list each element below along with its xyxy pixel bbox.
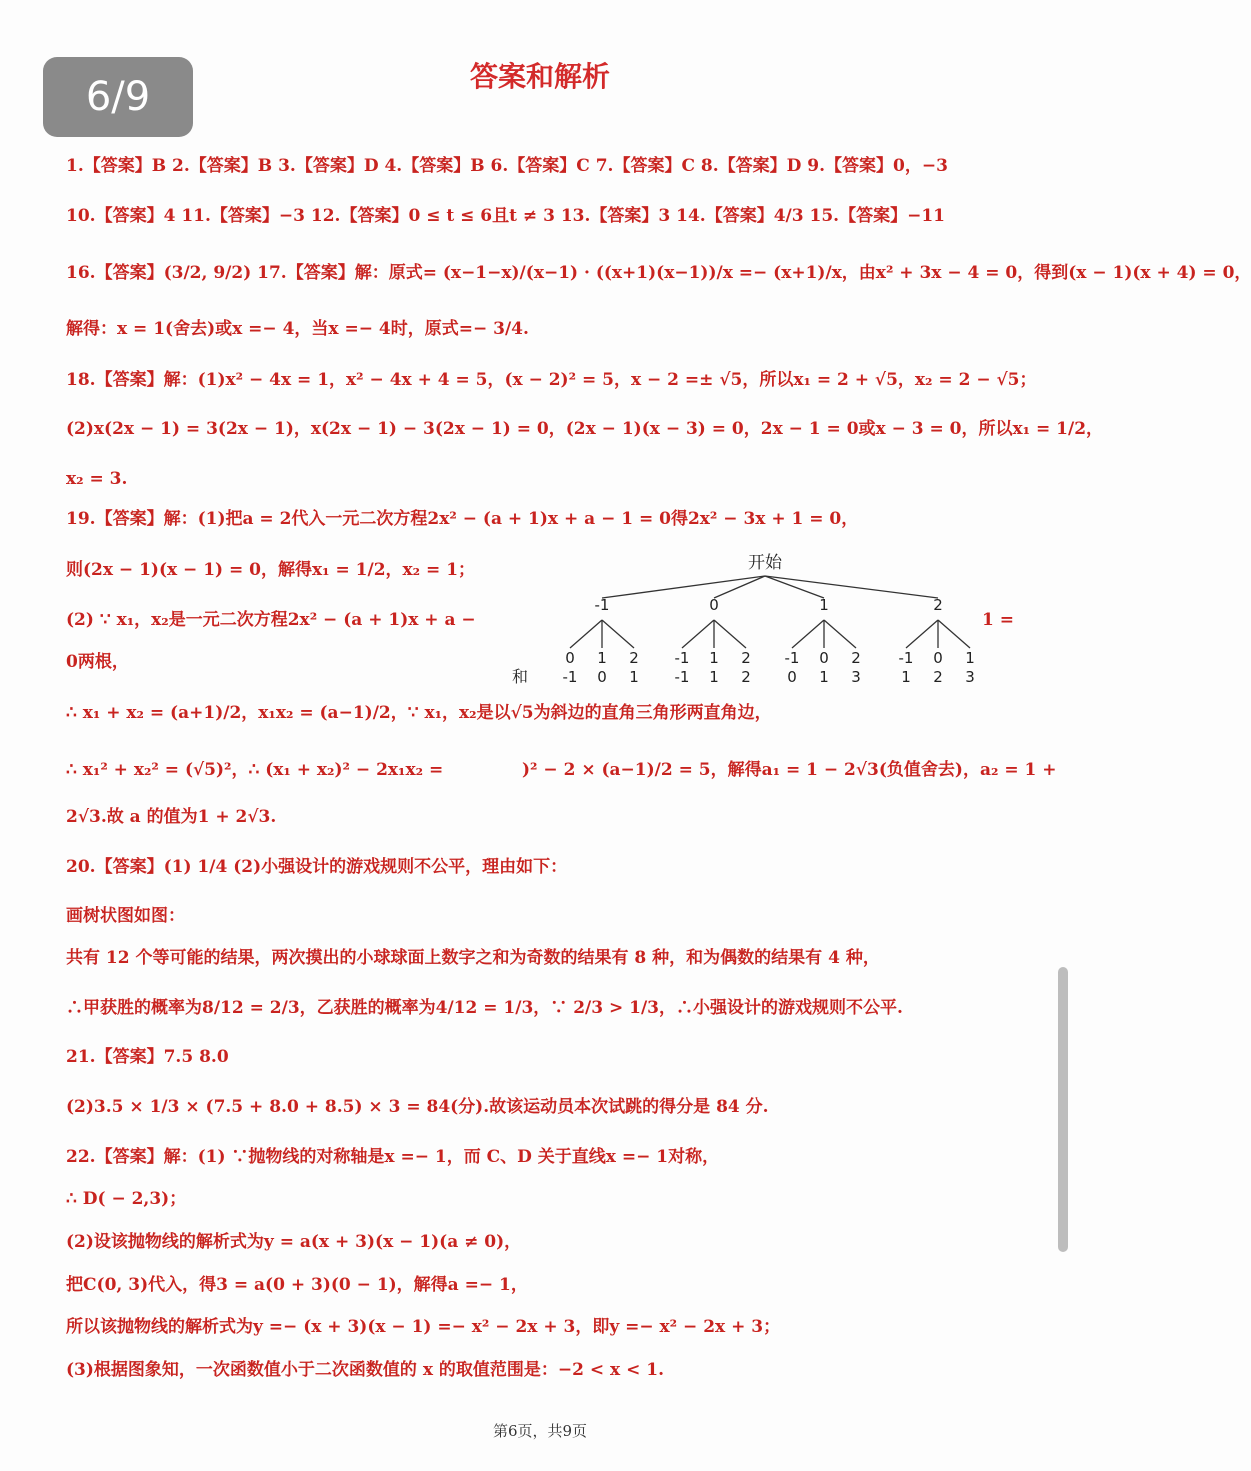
answer-line-12: ∴ x₁ + x₂ = (a+1)/2，x₁x₂ = (a−1)/2，∵ x₁，x₂是以√5为斜边的直角三角形两直角边， — [66, 703, 772, 723]
answer-line-22: 22.【答案】解：(1) ∵抛物线的对称轴是x =− 1，而 C、D 关于直线x =− 1对称， — [66, 1147, 720, 1167]
tree-sum-value: 1 — [629, 668, 639, 686]
tree-level2-value: 0 — [565, 649, 575, 667]
tree-branch-line — [938, 620, 970, 648]
tree-level2-value: -1 — [674, 649, 690, 667]
tree-branch-line — [682, 620, 714, 648]
tree-sum-value: 1 — [709, 668, 719, 686]
answer-line-18: 共有 12 个等可能的结果，两次摸出的小球球面上数字之和为奇数的结果有 8 种，和为偶数的结果有 4 种， — [66, 948, 880, 968]
answer-line-23: ∴ D( − 2,3)； — [66, 1189, 187, 1209]
answer-line-11: 0两根， — [66, 652, 129, 672]
answer-line-4: 解得：x = 1(舍去)或x =− 4，当x =− 4时，原式=− 3/4. — [66, 319, 529, 339]
tree-sum-label: 和 — [511, 667, 529, 686]
tree-level2-value: 2 — [851, 649, 861, 667]
page-counter-badge: 6/9 — [43, 57, 193, 137]
page-footer: 第6页，共9页 — [492, 1422, 588, 1440]
answer-line-17: 画树状图如图： — [66, 906, 185, 926]
tree-sum-value: 2 — [933, 668, 943, 686]
scrollbar-thumb[interactable] — [1058, 967, 1068, 1252]
page-title: 答案和解析 — [469, 60, 610, 93]
tree-branch-line — [602, 620, 634, 648]
tree-level2-value: -1 — [784, 649, 800, 667]
tree-sum-value: 1 — [819, 668, 829, 686]
tree-sum-value: 3 — [851, 668, 861, 686]
tree-branch-line — [714, 620, 746, 648]
tree-level2-value: 2 — [741, 649, 751, 667]
answer-line-6: (2)x(2x − 1) = 3(2x − 1)，x(2x − 1) − 3(2x − 1) = 0，(2x − 1)(x − 3) = 0，2x − 1 = 0或x − 3 = 0，所以x₁ = 1/2， — [66, 419, 1104, 439]
answer-line-1: 1.【答案】B 2.【答案】B 3.【答案】D 4.【答案】B 6.【答案】C 7.【答案】C 8.【答案】D 9.【答案】0，−3 — [66, 156, 948, 176]
tree-branch-line — [765, 576, 938, 598]
answer-line-25: 把C(0, 3)代入，得3 = a(0 + 3)(0 − 1)，解得a =− 1， — [66, 1275, 528, 1295]
tree-sum-value: 2 — [741, 668, 751, 686]
tree-sum-value: 0 — [597, 668, 607, 686]
answer-line-9: 则(2x − 1)(x − 1) = 0，解得x₁ = 1/2，x₂ = 1； — [66, 560, 476, 580]
tree-branch-line — [906, 620, 938, 648]
tree-sum-value: 0 — [787, 668, 797, 686]
tree-diagram — [500, 548, 1000, 693]
tree-level2-value: 1 — [597, 649, 607, 667]
answer-line-14: )² − 2 × (a−1)/2 = 5，解得a₁ = 1 − 2√3(负值舍去)，a₂ = 1 + — [522, 760, 1057, 780]
answer-line-2: 10.【答案】4 11.【答案】−3 12.【答案】0 ≤ t ≤ 6且t ≠ 3 13.【答案】3 14.【答案】4/3 15.【答案】−11 — [66, 206, 945, 226]
tree-level1-value: 2 — [933, 596, 943, 614]
side-fragment: 1 = — [982, 610, 1014, 630]
answer-line-21: (2)3.5 × 1/3 × (7.5 + 8.0 + 8.5) × 3 = 84(分).故该运动员本次试跳的得分是 84 分. — [66, 1097, 769, 1117]
answer-line-20: 21.【答案】7.5 8.0 — [66, 1047, 229, 1067]
tree-branch-line — [792, 620, 824, 648]
tree-sum-value: 1 — [901, 668, 911, 686]
tree-sum-value: -1 — [562, 668, 578, 686]
tree-branch-line — [570, 620, 602, 648]
answer-line-16: 20.【答案】(1) 1/4 (2)小强设计的游戏规则不公平，理由如下： — [66, 857, 568, 877]
tree-level2-value: -1 — [898, 649, 914, 667]
tree-sum-value: 3 — [965, 668, 975, 686]
answer-line-8: 19.【答案】解：(1)把a = 2代入一元二次方程2x² − (a + 1)x + a − 1 = 0得2x² − 3x + 1 = 0， — [66, 509, 859, 529]
tree-level2-value: 0 — [933, 649, 943, 667]
answer-line-15: 2√3.故 a 的值为1 + 2√3. — [66, 807, 277, 827]
tree-level2-value: 0 — [819, 649, 829, 667]
tree-level1-value: 1 — [819, 596, 829, 614]
tree-level2-value: 1 — [965, 649, 975, 667]
tree-branch-line — [824, 620, 856, 648]
tree-level1-value: 0 — [709, 596, 719, 614]
tree-sum-value: -1 — [674, 668, 690, 686]
tree-level2-value: 2 — [629, 649, 639, 667]
answer-line-27: (3)根据图象知，一次函数值小于二次函数值的 x 的取值范围是：−2 < x < 1. — [66, 1360, 665, 1380]
answer-line-7: x₂ = 3. — [66, 469, 128, 489]
answer-line-24: (2)设该抛物线的解析式为y = a(x + 3)(x − 1)(a ≠ 0)， — [66, 1232, 522, 1252]
tree-level1-value: -1 — [594, 596, 610, 614]
answer-line-5: 18.【答案】解：(1)x² − 4x = 1，x² − 4x + 4 = 5，(x − 2)² = 5，x − 2 =± √5，所以x₁ = 2 + √5，x₂ = 2 − √5； — [66, 370, 1037, 390]
answer-line-3: 16.【答案】(3/2, 9/2) 17.【答案】解：原式= (x−1−x)/(x−1) · ((x+1)(x−1))/x =− (x+1)/x，由x² + 3x − 4 = 0，得到(x − 1)(x + 4) = 0， — [66, 263, 1251, 283]
answer-line-19: ∴甲获胜的概率为8/12 = 2/3，乙获胜的概率为4/12 = 1/3，∵ 2/3 > 1/3，∴小强设计的游戏规则不公平. — [66, 998, 903, 1018]
answer-line-10: (2) ∵ x₁，x₂是一元二次方程2x² − (a + 1)x + a − — [66, 610, 476, 630]
tree-root-label: 开始 — [748, 553, 782, 573]
answer-line-26: 所以该抛物线的解析式为y =− (x + 3)(x − 1) =− x² − 2x + 3，即y =− x² − 2x + 3； — [66, 1317, 781, 1337]
answer-line-13: ∴ x₁² + x₂² = (√5)²，∴ (x₁ + x₂)² − 2x₁x₂ = — [66, 760, 444, 780]
tree-level2-value: 1 — [709, 649, 719, 667]
